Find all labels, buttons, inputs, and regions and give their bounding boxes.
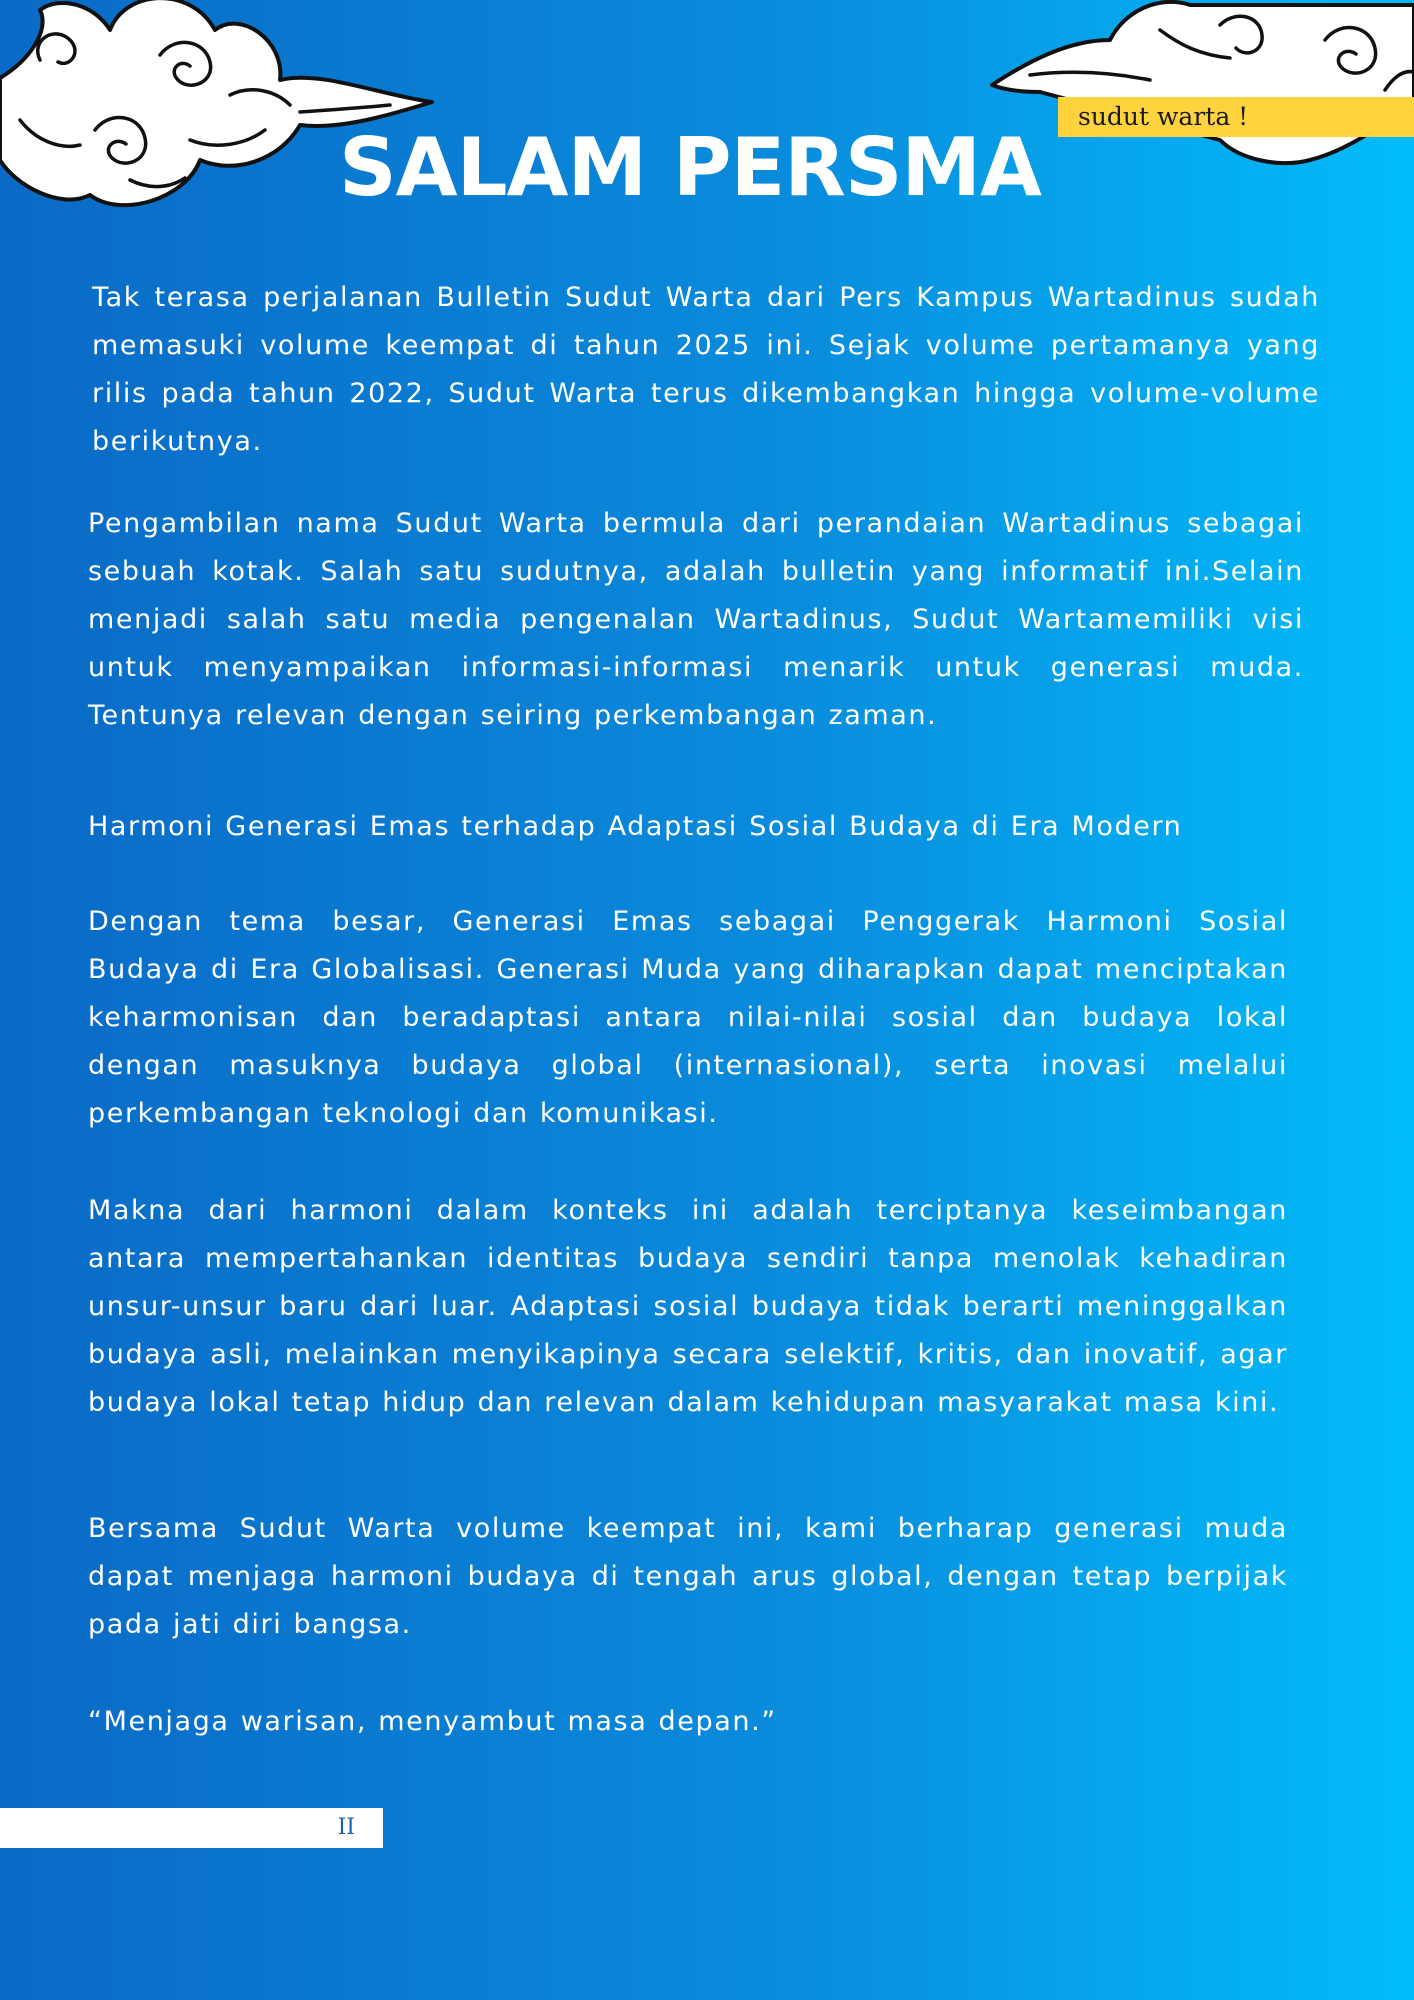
closing-quote: “Menjaga warisan, menyambut masa depan.” xyxy=(88,1706,777,1737)
section-tag: sudut warta ! xyxy=(1058,97,1414,137)
harmony-meaning-paragraph: Makna dari harmoni dalam konteks ini adalah terciptanya keseimbangan antara mempertahankan identitas budaya sendiri tanpa menolak kehadiran unsur-unsur baru dari luar. Adaptasi sosial budaya tidak berarti meninggalkan budaya asli, melainkan menyikapinya secara selektif, kritis, dan inovatif, agar budaya lokal tetap hidup dan relevan dalam kehidupan masyarakat masa kini. xyxy=(88,1195,1288,1418)
name-origin-paragraph: Pengambilan nama Sudut Warta bermula dari perandaian Wartadinus sebagai sebuah kotak. Salah satu sudutnya, adalah bulletin yang informatif ini.Selain menjadi salah satu media pengenalan Wartadinus, Sudut Wartamemiliki visi untuk menyampaikan informasi-informasi menarik untuk generasi muda. Tentunya relevan dengan seiring perkembangan zaman. xyxy=(88,508,1304,731)
theme-paragraph: Dengan tema besar, Generasi Emas sebagai Penggerak Harmoni Sosial Budaya di Era Globalisasi. Generasi Muda yang diharapkan dapat menciptakan keharmonisan dan beradaptasi antara nilai-nilai sosial dan budaya lokal dengan masuknya budaya global (internasional), serta inovasi melalui perkembangan teknologi dan komunikasi. xyxy=(88,906,1288,1129)
theme-heading: Harmoni Generasi Emas terhadap Adaptasi Sosial Budaya di Era Modern xyxy=(88,811,1183,842)
page-number: II xyxy=(0,1808,383,1848)
closing-paragraph: Bersama Sudut Warta volume keempat ini, kami berharap generasi muda dapat menjaga harmoni budaya di tengah arus global, dengan tetap berpijak pada jati diri bangsa. xyxy=(88,1513,1288,1640)
page-title: SALAM PERSMA xyxy=(339,121,1041,214)
intro-paragraph: Tak terasa perjalanan Bulletin Sudut Warta dari Pers Kampus Wartadinus sudah memasuki volume keempat di tahun 2025 ini. Sejak volume pertamanya yang rilis pada tahun 2022, Sudut Warta terus dikembangkan hingga volume-volume berikutnya. xyxy=(92,282,1320,457)
